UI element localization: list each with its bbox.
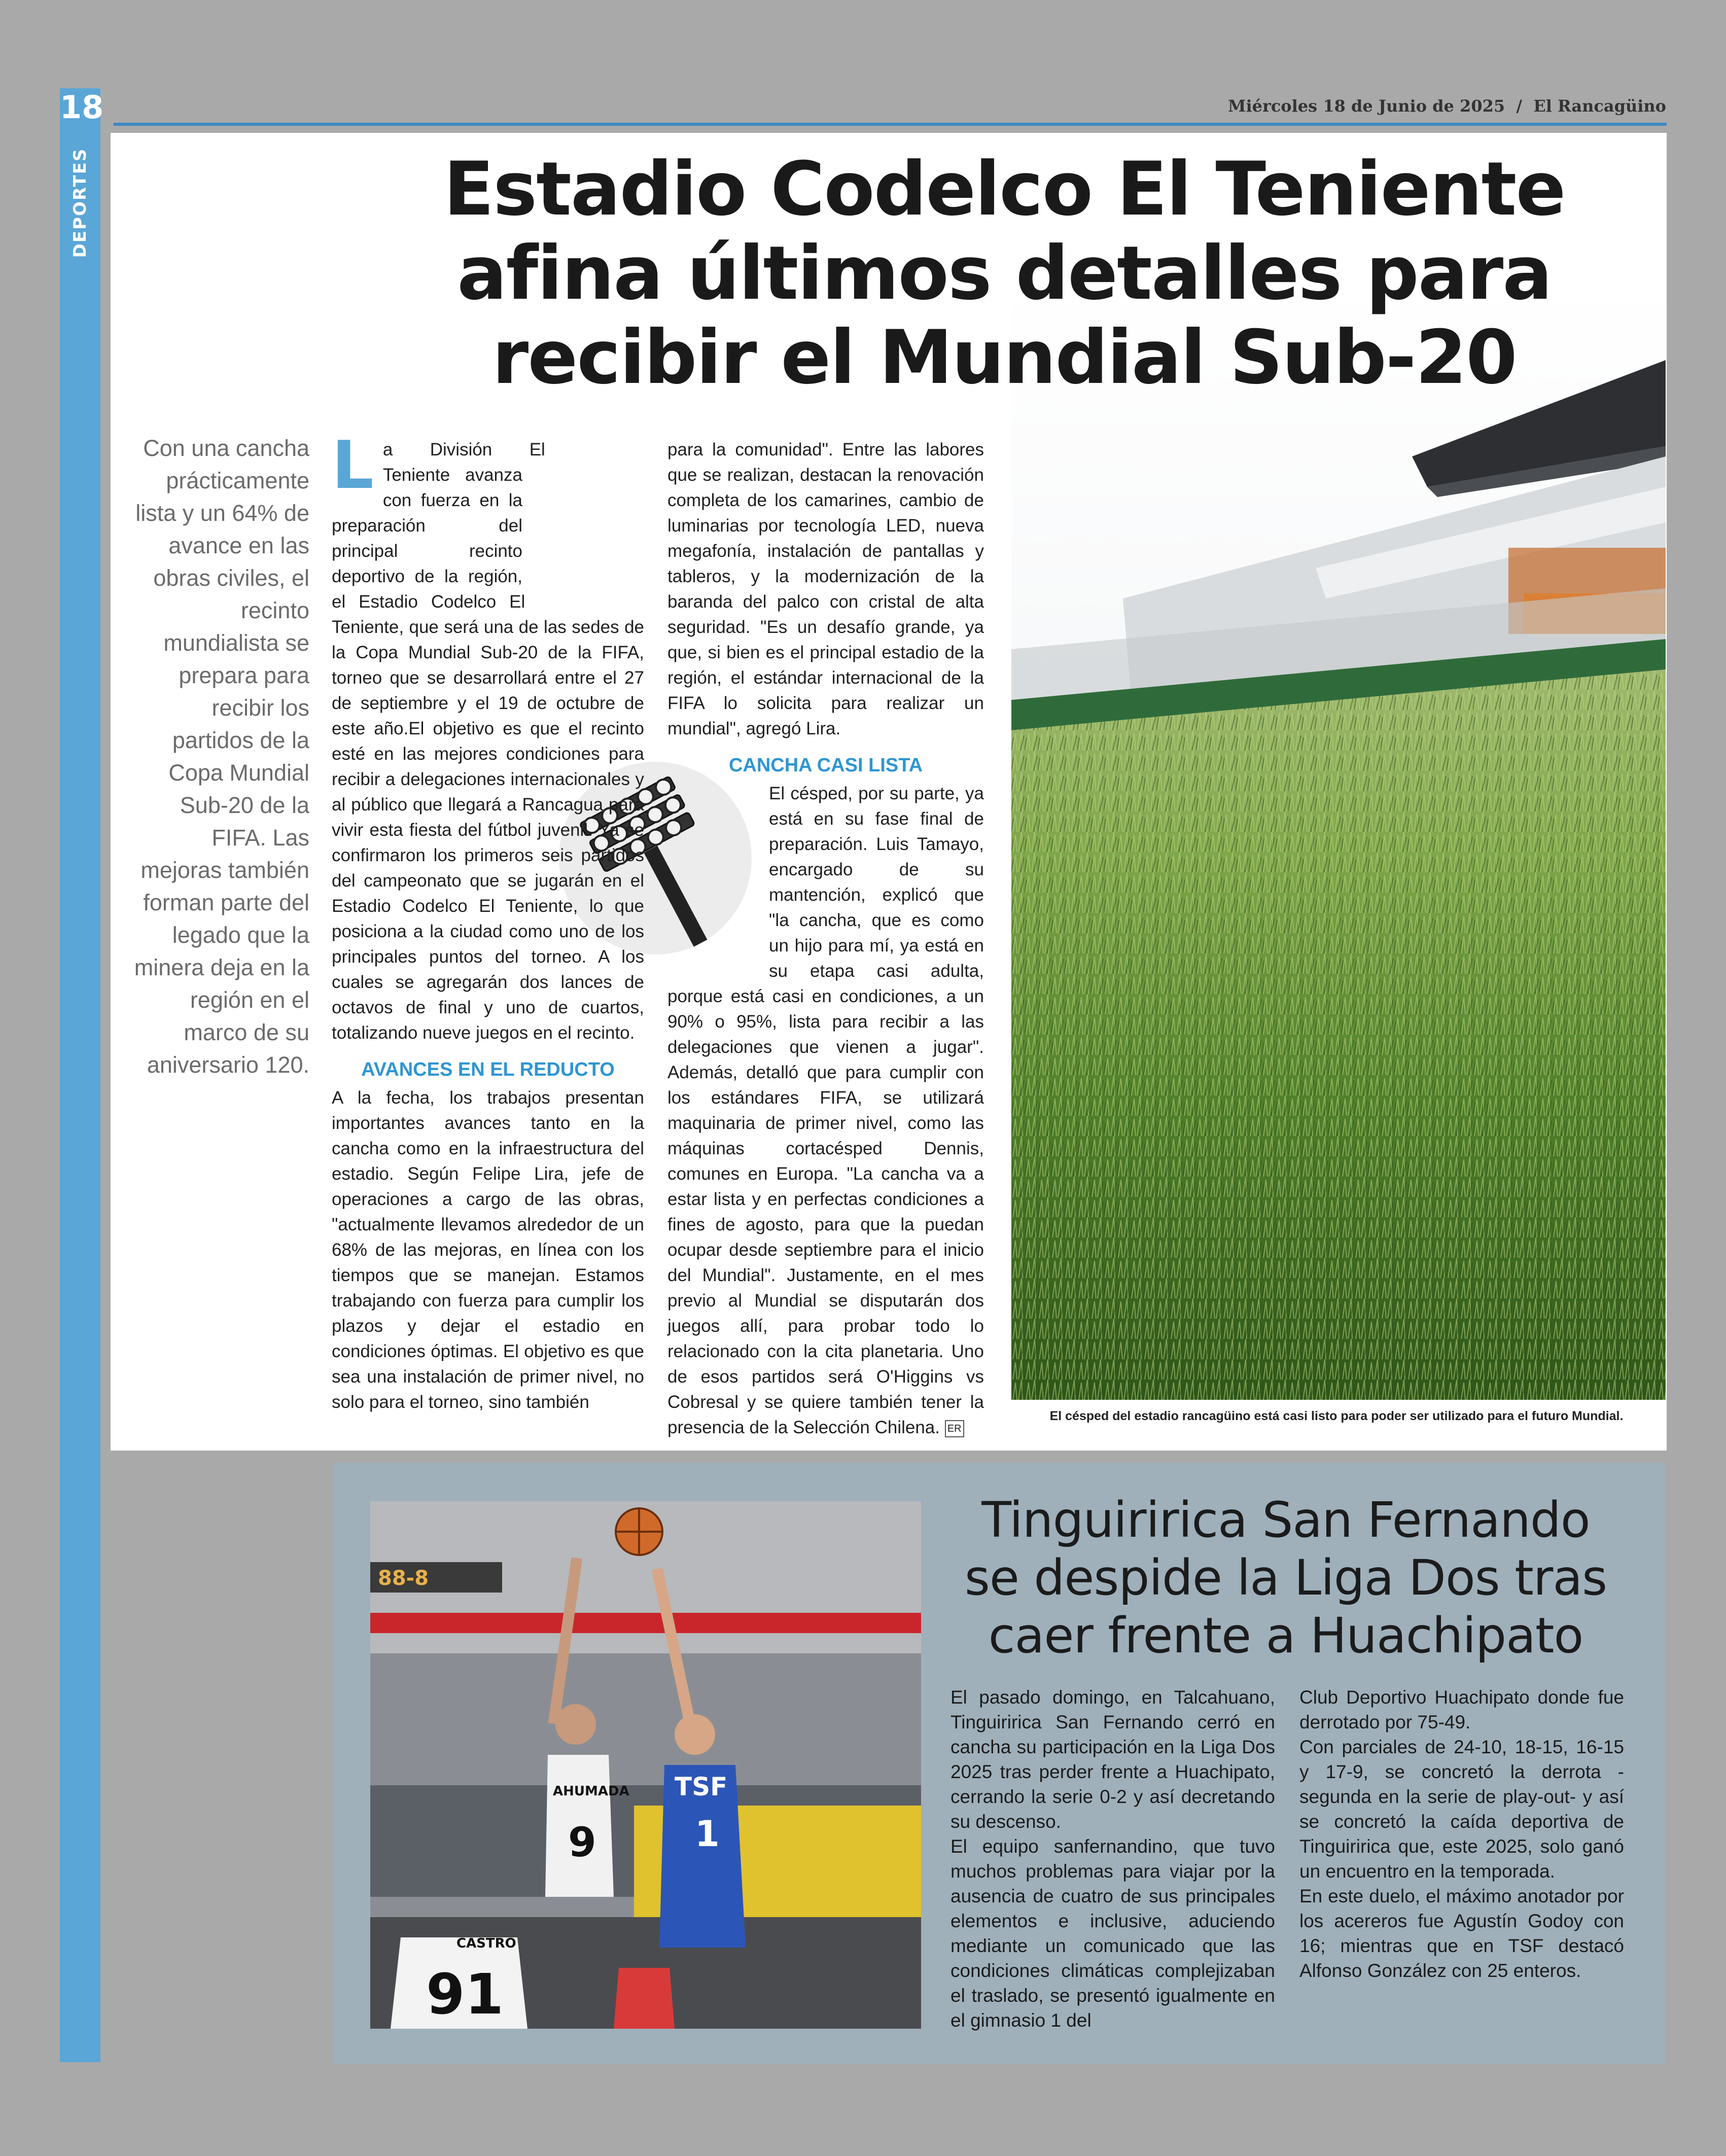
- issue-date: Miércoles 18 de Junio de 2025: [1228, 96, 1505, 116]
- scoreboard-text: 88-8: [378, 1567, 429, 1590]
- headline-line-1: Estadio Codelco El Teniente: [443, 146, 1565, 232]
- article-paragraph: En este duelo, el máximo anotador por los acereros fue Agustín Godoy con 16; mientras que en TSF destacó Alfonso González con 25 enteros.: [1299, 1886, 1624, 1981]
- jersey-name-bottom: CASTRO: [456, 1936, 516, 1951]
- second-headline: [948, 1491, 1623, 1665]
- jersey-number-bottom: 91: [426, 1962, 504, 2027]
- article-paragraph: El césped, por su parte, ya está en su fase final de preparación. Luis Tamayo, encargado de su mantención, explicó que "la cancha, que es como un hijo para mí, ya está en su etapa casi adulta, porque está casi en condiciones, a un 90% o 95%, lista para recibir a las delegaciones que vienen a jugar". Además, detalló que para cumplir con los estándares FIFA, se utilizará maquinaria de primer nivel, como las máquinas cortacésped Dennis, comunes en Europa. "La cancha va a estar lista y en perfectas condiciones a fines de agosto, para que la puedan ocupar desde septiembre para el inicio del Mundial". Justamente, en el mes previo al Mundial se disputarán dos juegos allí, para probar todo lo relacionado con la cita planetaria. Uno de esos partidos será O'Higgins vs Cobresal y se quiere también tener la presencia de la Selección Chilena. ER: [667, 784, 984, 1437]
- article-lede: Con una cancha prácticamente lista y un 64% de avance en las obras civiles, el recinto mundialista se prepara para recibir los partidos de la Copa Mundial Sub-20 de la FIFA. Las mejoras también forman parte del legado que la minera deja en la región en el marco de su aniversario 120.: [134, 435, 309, 1078]
- section-strip: [60, 88, 104, 2062]
- second-article-column-2: [1299, 1685, 1624, 1983]
- subhead-cancha: CANCHA CASI LISTA: [728, 755, 923, 776]
- headline-line-2: afina últimos detalles para: [457, 230, 1552, 316]
- jersey-team-center: TSF: [675, 1772, 728, 1801]
- section-label: DEPORTES: [70, 148, 90, 258]
- subhead-avances: AVANCES EN EL REDUCTO: [361, 1059, 615, 1080]
- second-article-column-1: [950, 1685, 1275, 2033]
- article-paragraph: A la fecha, los trabajos presentan importantes avances tanto en la cancha como en la infraestructura del estadio. Según Felipe Lira, jefe de operaciones a cargo de las obras, "actualmente llevamos alrededor de un 68% de las mejoras, en línea con los tiempos que se manejan. Estamos trabajando con fuerza para cumplir los plazos y dejar el estadio en condiciones óptimas. El objetivo es que sea una instalación de primer nivel, no solo para el torneo, sino también: [332, 1088, 644, 1412]
- jersey-number-left: 9: [568, 1819, 596, 1866]
- main-headline: [416, 147, 1593, 400]
- stadium-grass-photo: [1011, 284, 1666, 1400]
- basketball-photo: [370, 1501, 921, 2029]
- header-separator: /: [1516, 96, 1523, 116]
- headline2-line-2: se despide la Liga Dos tras: [964, 1549, 1607, 1606]
- article-paragraph: Club Deportivo Huachipato donde fue derrotado por 75-49.: [1299, 1687, 1624, 1733]
- drop-cap: L: [332, 427, 374, 504]
- article-paragraph: para la comunidad". Entre las labores que se realizan, destacan la renovación completa de los camarines, cambio de luminarias por tecnología LED, nueva megafonía, instalación de pantallas y tableros, y la modernización de la baranda del palco con cristal de alta seguridad. "Es un desafío grande, ya que, si bien es el principal estadio de la región, el estándar internacional de la FIFA lo solicita para realizar un mundial", agregó Lira.: [667, 440, 984, 738]
- header-rule: [114, 123, 1667, 126]
- article-paragraph: El pasado domingo, en Talcahuano, Tinguiririca San Fernando cerró en cancha su participación en la Liga Dos 2025 tras perder frente a Huachipato, cerrando la serie 0-2 y así decretando su descenso.: [950, 1687, 1275, 1832]
- headline2-line-3: caer frente a Huachipato: [988, 1607, 1583, 1664]
- header-dateline: [1228, 96, 1666, 116]
- jersey-name-left: AHUMADA: [553, 1784, 629, 1799]
- publication-name: El Rancagüino: [1533, 96, 1666, 116]
- end-mark-icon: ER: [945, 1420, 964, 1437]
- article-column-1: [332, 427, 644, 1415]
- article-paragraph: a División El Teniente avanza con fuerza en la preparación del principal recinto deportivo de la región, el Estadio Codelco El Teniente, que será una de las sedes de la Copa Mundial Sub-20 de la FIFA, torneo que se desarrollará entre el 27 de septiembre y el 19 de octubre de este año.El objetivo es que el recinto esté en las mejores condiciones para recibir a delegaciones internacionales y al público que llegará a Rancagua para vivir esta fiesta del fútbol juvenil. Ya se confirmaron los primeros seis partidos del campeonato que se jugarán en el Estadio Codelco El Teniente, lo que posiciona a la ciudad como uno de los principales puntos del torneo. A los cuales se agregarán dos lances de octavos de final y uno de cuartos, totalizando nueve juegos en el recinto.: [332, 440, 644, 1043]
- page-number: 18: [60, 89, 104, 126]
- article-column-2: [667, 437, 984, 1440]
- headline-line-3: recibir el Mundial Sub-20: [492, 314, 1517, 401]
- headline2-line-1: Tinguiririca San Fernando: [981, 1492, 1590, 1548]
- jersey-number-center: 1: [695, 1813, 720, 1855]
- photo-caption: El césped del estadio rancagüino está casi listo para poder ser utilizado para el futuro Mundial.: [1049, 1409, 1624, 1423]
- article-paragraph: El equipo sanfernandino, que tuvo muchos problemas para viajar por la ausencia de cuatro de sus principales elementos e inclusive, aduciendo mediante un comunicado que las condiciones climáticas complejizaban el traslado, se presentó igualmente en el gimnasio 1 del: [950, 1836, 1275, 2031]
- article-paragraph: Con parciales de 24-10, 18-15, 16-15 y 17-9, se concretó la derrota -segunda en la serie de play-out- y así se concretó la caída deportiva de Tinguiririca que, este 2025, solo ganó un encuentro en la temporada.: [1299, 1737, 1624, 1882]
